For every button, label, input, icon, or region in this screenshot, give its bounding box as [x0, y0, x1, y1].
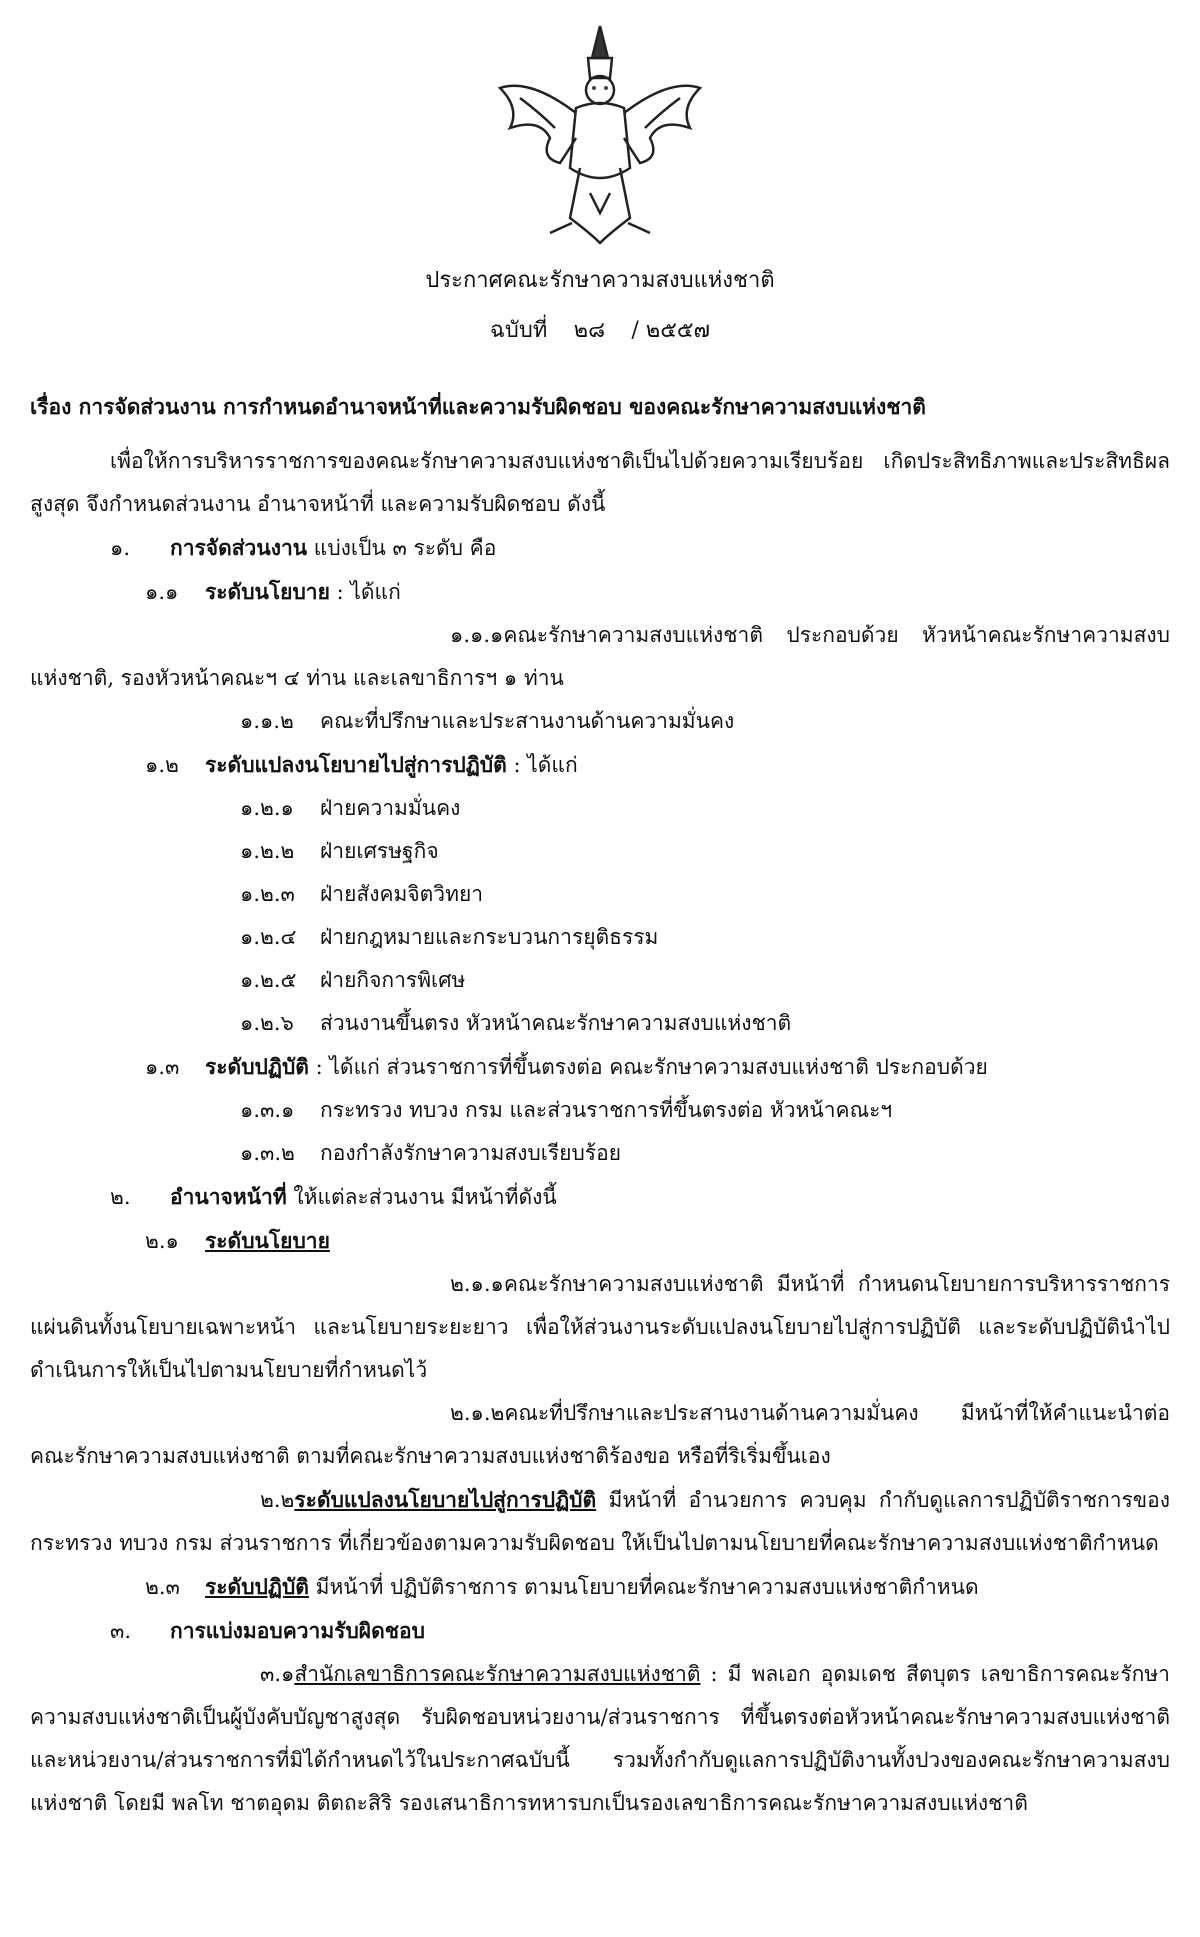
section-1-1: ๑.๑ ระดับนโยบาย : ได้แก่ — [145, 579, 401, 604]
section-2-1-2: ๒.๑.๒คณะที่ปรึกษาและประสานงานด้านความมั่นคง มีหน้าที่ให้คำแนะนำต่อคณะรักษาความสงบแห่งชาติ ตามที่คณะรักษาความสงบแห่งชาติร้องขอ หรือที่ริเริ่มขึ้นเอง — [30, 1401, 1170, 1468]
section-1-3: ๑.๓ ระดับปฏิบัติ : ได้แก่ ส่วนราชการที่ขึ้นตรงต่อ คณะรักษาความสงบแห่งชาติ ประกอบด้วย — [145, 1054, 988, 1079]
section-3: ๓. การแบ่งมอบความรับผิดชอบ — [110, 1618, 425, 1643]
garuda-emblem-icon — [480, 18, 720, 250]
issue-year: / ๒๕๕๗ — [631, 318, 711, 343]
intro-paragraph: เพื่อให้การบริหารราชการของคณะรักษาความสงบแห่งชาติเป็นไปด้วยความเรียบร้อย เกิดประสิทธิภาพและประสิทธิผลสูงสุด จึงกำหนดส่วนงาน อำนาจหน้าที่ และความรับผิดชอบ ดังนี้ — [30, 449, 1170, 516]
list-item: ๑.๒.๖ ส่วนงานขึ้นตรง หัวหน้าคณะรักษาความสงบแห่งชาติ — [240, 1011, 792, 1035]
issue-line — [0, 312, 1200, 347]
subject-line: เรื่อง การจัดส่วนงาน การกำหนดอำนาจหน้าที่และความรับผิดชอบ ของคณะรักษาความสงบแห่งชาติ — [30, 394, 926, 419]
section-3-1: ๓.๑สำนักเลขาธิการคณะรักษาความสงบแห่งชาติ : มี พลเอก อุดมเดช สีตบุตร เลขาธิการคณะรักษาความสงบแห่งชาติเป็นผู้บังคับบัญชาสูงสุด รับผิดชอบหน่วยงาน/ส่วนราชการ ที่ขึ้นตรงต่อหัวหน้าคณะรักษาความสงบแห่งชาติ และหน่วยงาน/ส่วนราชการที่มิได้กำหนดไว้ในประกาศฉบับนี้ รวมทั้งกำกับดูแลการปฏิบัติงานทั้งปวงของคณะรักษาความสงบแห่งชาติ โดยมี พลโท ชาตอุดม ติตถะสิริ รองเสนาธิการทหารบกเป็นรองเลขาธิการคณะรักษาความสงบแห่งชาติ — [30, 1662, 1170, 1815]
list-item: ๑.๓.๑ กระทรวง ทบวง กรม และส่วนราชการที่ขึ้นตรงต่อ หัวหน้าคณะฯ — [240, 1098, 893, 1122]
document-body — [30, 385, 1170, 1825]
section-2: ๒. อำนาจหน้าที่ ให้แต่ละส่วนงาน มีหน้าที่ดังนี้ — [110, 1184, 557, 1209]
list-item: ๑.๒.๔ ฝ่ายกฎหมายและกระบวนการยุติธรรม — [240, 925, 659, 949]
list-item: ๑.๓.๒ กองกำลังรักษาความสงบเรียบร้อย — [240, 1141, 622, 1165]
section-2-3: ๒.๓ ระดับปฏิบัติ มีหน้าที่ ปฏิบัติราชการ ตามนโยบายที่คณะรักษาความสงบแห่งชาติกำหนด — [145, 1574, 979, 1599]
list-item: ๑.๒.๑ ฝ่ายความมั่นคง — [240, 796, 461, 820]
section-1: ๑. การจัดส่วนงาน แบ่งเป็น ๓ ระดับ คือ — [110, 535, 497, 560]
list-item: ๑.๒.๒ ฝ่ายเศรษฐกิจ — [240, 839, 439, 863]
issue-label: ฉบับที่ — [489, 318, 548, 343]
list-item: ๑.๒.๓ ฝ่ายสังคมจิตวิทยา — [240, 882, 484, 906]
section-1-2: ๑.๒ ระดับแปลงนโยบายไปสู่การปฏิบัติ : ได้แก่ — [145, 752, 578, 777]
section-2-2: ๒.๒ระดับแปลงนโยบายไปสู่การปฏิบัติ มีหน้าที่ อำนวยการ ควบคุม กำกับดูแลการปฏิบัติราชการของกระทรวง ทบวง กรม ส่วนราชการ ที่เกี่ยวข้องตามความรับผิดชอบ ให้เป็นไปตามนโยบายที่คณะรักษาความสงบแห่งชาติกำหนด — [30, 1487, 1170, 1555]
issue-number: ๒๘ — [573, 318, 606, 343]
section-2-1: ๒.๑ ระดับนโยบาย — [145, 1228, 330, 1253]
list-item: ๑.๒.๕ ฝ่ายกิจการพิเศษ — [240, 968, 466, 992]
section-1-1-1: ๑.๑.๑คณะรักษาความสงบแห่งชาติ ประกอบด้วย หัวหน้าคณะรักษาความสงบแห่งชาติ, รองหัวหน้าคณะฯ ๔ ท่าน และเลขาธิการฯ ๑ ท่าน — [30, 623, 1170, 690]
section-1-1-2: ๑.๑.๒ คณะที่ปรึกษาและประสานงานด้านความมั่นคง — [240, 709, 735, 733]
announcement-title: ประกาศคณะรักษาความสงบแห่งชาติ — [425, 268, 775, 293]
section-2-1-1: ๒.๑.๑คณะรักษาความสงบแห่งชาติ มีหน้าที่ กำหนดนโยบายการบริหารราชการแผ่นดินทั้งนโยบายเฉพาะหน้า และนโยบายระยะยาว เพื่อให้ส่วนงานระดับแปลงนโยบายไปสู่การปฏิบัติ และระดับปฏิบัตินำไปดำเนินการให้เป็นไปตามนโยบายที่กำหนดไว้ — [30, 1272, 1170, 1382]
